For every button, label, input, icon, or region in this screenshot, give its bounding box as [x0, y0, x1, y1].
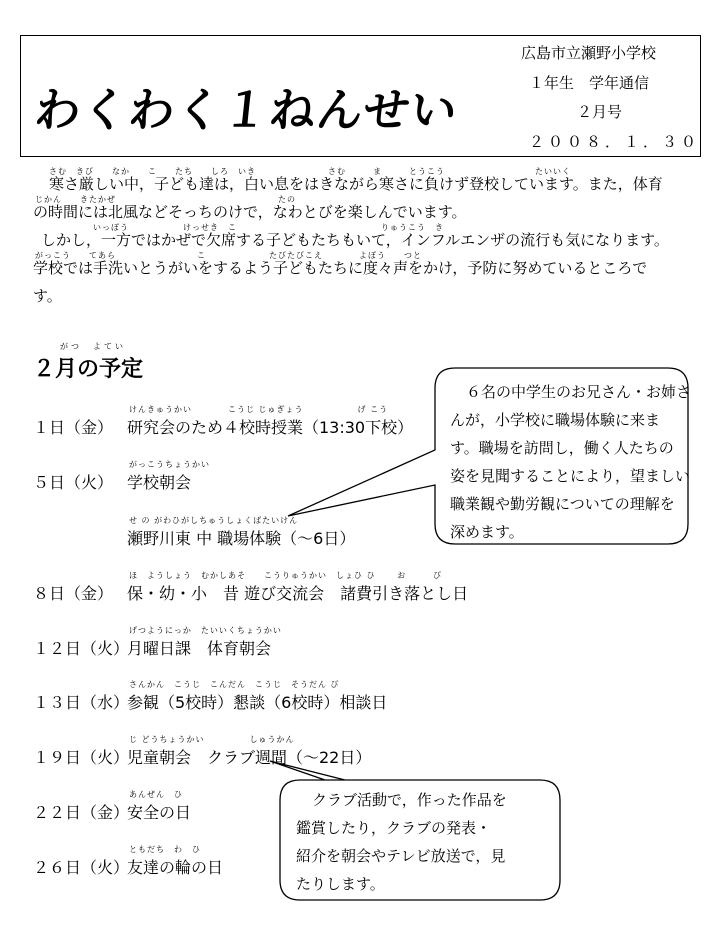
schedule-text: 安全の日: [127, 803, 192, 822]
callout-line: んが，小学校に職場体験に来ま: [450, 411, 661, 429]
schedule-ruby: けんきゅうかい こうじ じゅぎょう げ こう: [129, 405, 389, 414]
schedule-ruby: ともだち わ ひ: [129, 845, 201, 854]
schedule-day: ２６日（火）: [33, 858, 130, 877]
callout-line: 深めます。: [450, 523, 524, 541]
schedule-text: 参観（5校時）懇談（6校時）相談日: [127, 693, 388, 712]
callout-line: 姿を見聞することにより，望ましい: [450, 467, 691, 485]
section-title-ruby: がつ よてい: [60, 342, 126, 351]
callout-line: す。職場を訪問し，働く人たちの: [450, 439, 674, 457]
newsletter-type: １年生 学年通信: [529, 74, 650, 92]
schedule-ruby: さんかん こうじ こんだん こうじ そうだん び: [129, 680, 340, 689]
schedule-text: 研究会のため４校時授業（13:30下校）: [127, 418, 414, 437]
callout-top-text: [450, 378, 691, 546]
issue-date: ２００８．１．３０: [529, 133, 701, 151]
schedule-day: １２日（火）: [33, 639, 130, 658]
intro-text: す。: [33, 287, 62, 305]
schedule-day: ５日（火）: [33, 473, 114, 492]
schedule-ruby: せ の がわひがしちゅうしょくばたいけん: [129, 516, 299, 525]
schedule-text: 友達の輪の日: [127, 858, 224, 877]
schedule-day: １３日（水）: [33, 693, 130, 712]
schedule-text: 保・幼・小 昔 遊び交流会 諸費引き落とし日: [127, 584, 469, 603]
school-name: 広島市立瀬野小学校: [521, 44, 657, 62]
callout-bottom-text: [296, 786, 507, 898]
schedule-ruby: ほ ようしょう むかしあそ こうりゅうかい しょひ ひ お び: [129, 571, 443, 580]
schedule-day: １９日（火）: [33, 748, 130, 767]
intro-text: 寒さ厳しい中，子ども達は，白い息をはきながら寒さに負けず登校しています。また，体育: [49, 175, 663, 193]
schedule-day: １日（金）: [33, 418, 114, 437]
intro-text: の時間には北風などそっちのけで，なわとびを楽しんでいます。: [33, 203, 467, 221]
callout-line: 紹介を朝会やテレビ放送で，見: [296, 847, 506, 865]
intro-text: 学校では手洗いとうがいをするよう子どもたちに度々声をかけ，予防に努めているところで: [33, 259, 648, 277]
schedule-day: ２２日（金）: [33, 803, 130, 822]
schedule-text: 学校朝会: [127, 473, 192, 492]
schedule-ruby: がっこうちょうかい: [129, 460, 210, 469]
section-title: ２月の予定: [33, 357, 144, 382]
callout-line: ６名の中学生のお兄さん・お姉さ: [466, 383, 692, 401]
callout-line: 鑑賞したり，クラブの発表・: [296, 819, 492, 837]
schedule-text: 瀬野川東 中 職場体験（～6日）: [127, 529, 356, 548]
schedule-text: 児童朝会 クラブ週間（～22日）: [127, 748, 372, 767]
callout-line: たりします。: [296, 875, 385, 893]
newsletter-title: わくわく１ねんせい: [31, 83, 461, 137]
intro-text: しかし，一方ではかぜで欠席する子どもたちもいて，インフルエンザの流行も気になります。: [41, 231, 669, 249]
schedule-ruby: じ どうちょうかい しゅうかん: [129, 735, 295, 744]
schedule-text: 月曜日課 体育朝会: [127, 639, 272, 658]
schedule-day: ８日（金）: [33, 584, 114, 603]
schedule-ruby: あんぜん ひ: [129, 790, 183, 799]
intro-ruby: さむ きび なか こ たち しろ いき さむ ま とうこう たいいく: [49, 167, 571, 176]
callout-line: クラブ活動で，作った作品を: [312, 791, 507, 809]
intro-ruby: がっこう てあら こ たびたびこえ よぼう つと: [35, 251, 422, 260]
schedule-ruby: げつようにっか たいいくちょうかい: [129, 626, 282, 635]
callout-line: 職業観や勤労観についての理解を: [450, 495, 675, 513]
issue-month: ２月号: [577, 103, 623, 121]
intro-ruby: いっぽう けっせき こ りゅうこう き: [93, 223, 444, 232]
intro-ruby: じかん きたかぜ たの: [35, 195, 296, 204]
